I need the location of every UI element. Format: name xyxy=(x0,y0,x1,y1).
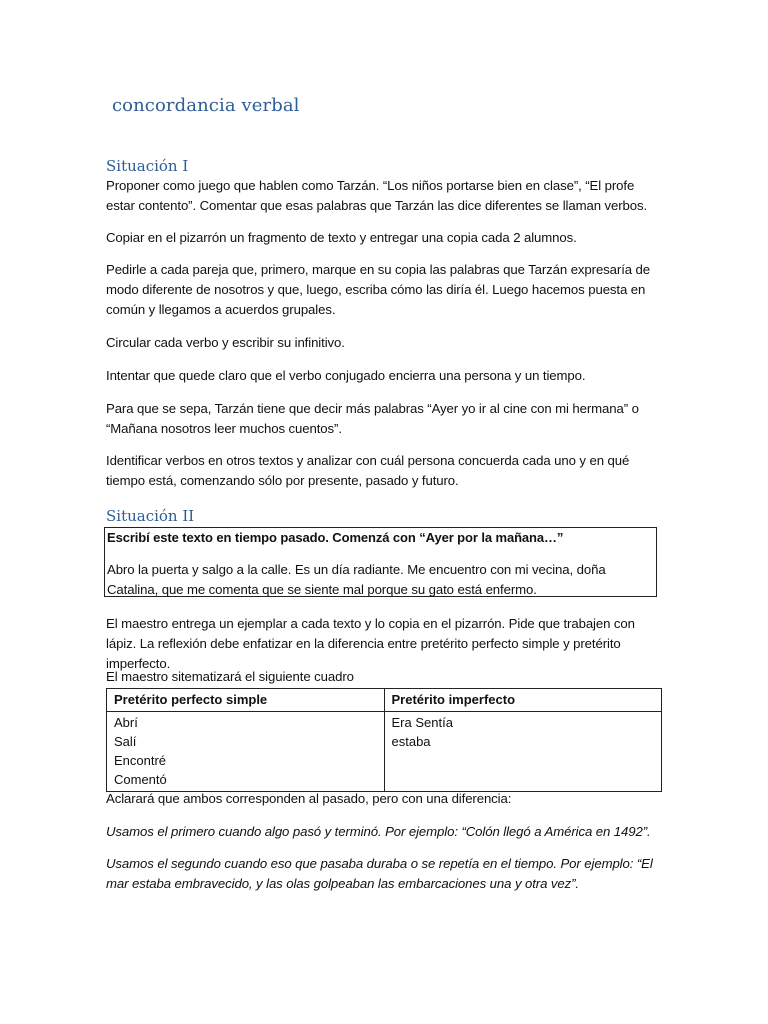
paragraph-second-usage: Usamos el segundo cuando eso que pasaba duraba o se repetía en el tiempo. Por ejemplo: “El mar estaba embravecido, y las olas golpeaban las embarcaciones una y otra vez”. xyxy=(106,856,653,891)
table-cell-line: Salí xyxy=(114,734,137,749)
paragraph-pairs-mark: Pedirle a cada pareja que, primero, marque en su copia las palabras que Tarzán expresaría de modo diferente de nosotros y que, luego, escriba cómo las diría él. Luego hacemos puesta en común y llegamos a acuerdos grupales. xyxy=(106,262,651,317)
document-title: concordancia verbal xyxy=(112,95,300,116)
table-cell-line: Encontré xyxy=(114,753,167,768)
paragraph-table-intro: El maestro sitematizará el siguiente cuadro xyxy=(106,669,354,684)
table-cell-perfecto xyxy=(107,712,385,792)
paragraph-teacher-copy: El maestro entrega un ejemplar a cada texto y lo copia en el pizarrón. Pide que trabajen con lápiz. La reflexión debe enfatizar en la diferencia entre pretérito perfecto simple y pretérito imperfecto. xyxy=(106,616,635,671)
section-heading-situacion-1: Situación I xyxy=(106,157,189,175)
exercise-instruction: Escribí este texto en tiempo pasado. Comenzá con “Ayer por la mañana…” xyxy=(107,530,564,545)
paragraph-more-words: Para que se sepa, Tarzán tiene que decir más palabras “Ayer yo ir al cine con mi hermana” o “Mañana nosotros leer muchos cuentos”. xyxy=(106,401,639,436)
paragraph-person-time: Intentar que quede claro que el verbo conjugado encierra una persona y un tiempo. xyxy=(106,368,586,383)
paragraph-circle-verb: Circular cada verbo y escribir su infinitivo. xyxy=(106,335,345,350)
table-cell-line: Abrí xyxy=(114,715,138,730)
paragraph-tarzan-game: Proponer como juego que hablen como Tarzán. “Los niños portarse bien en clase”, “El profe estar contento”. Comentar que esas palabras que Tarzán las dice diferentes se llaman verbos. xyxy=(106,178,648,213)
table-header-row xyxy=(107,689,662,712)
table-cell-line: Era Sentía xyxy=(391,715,453,730)
section-heading-situacion-2: Situación II xyxy=(106,507,195,525)
table-row xyxy=(107,712,662,792)
paragraph-copy-fragment: Copiar en el pizarrón un fragmento de texto y entregar una copia cada 2 alumnos. xyxy=(106,230,577,245)
table-cell-imperfecto xyxy=(384,712,662,792)
verb-tense-table xyxy=(106,688,662,792)
exercise-text: Abro la puerta y salgo a la calle. Es un día radiante. Me encuentro con mi vecina, doña Catalina, que me comenta que se siente mal porque su gato está enfermo. xyxy=(107,562,606,597)
paragraph-identify-verbs: Identificar verbos en otros textos y analizar con cuál persona concuerda cada uno y en qué tiempo está, comenzando sólo por presente, pasado y futuro. xyxy=(106,453,630,488)
table-header-perfecto: Pretérito perfecto simple xyxy=(107,689,385,712)
table-cell-line: estaba xyxy=(391,734,431,749)
paragraph-both-past: Aclarará que ambos corresponden al pasado, pero con una diferencia: xyxy=(106,791,512,806)
table-header-imperfecto: Pretérito imperfecto xyxy=(384,689,662,712)
paragraph-first-usage: Usamos el primero cuando algo pasó y terminó. Por ejemplo: “Colón llegó a América en 1492”. xyxy=(106,824,651,839)
exercise-box xyxy=(104,527,657,597)
table-cell-line: Comentó xyxy=(114,772,167,787)
